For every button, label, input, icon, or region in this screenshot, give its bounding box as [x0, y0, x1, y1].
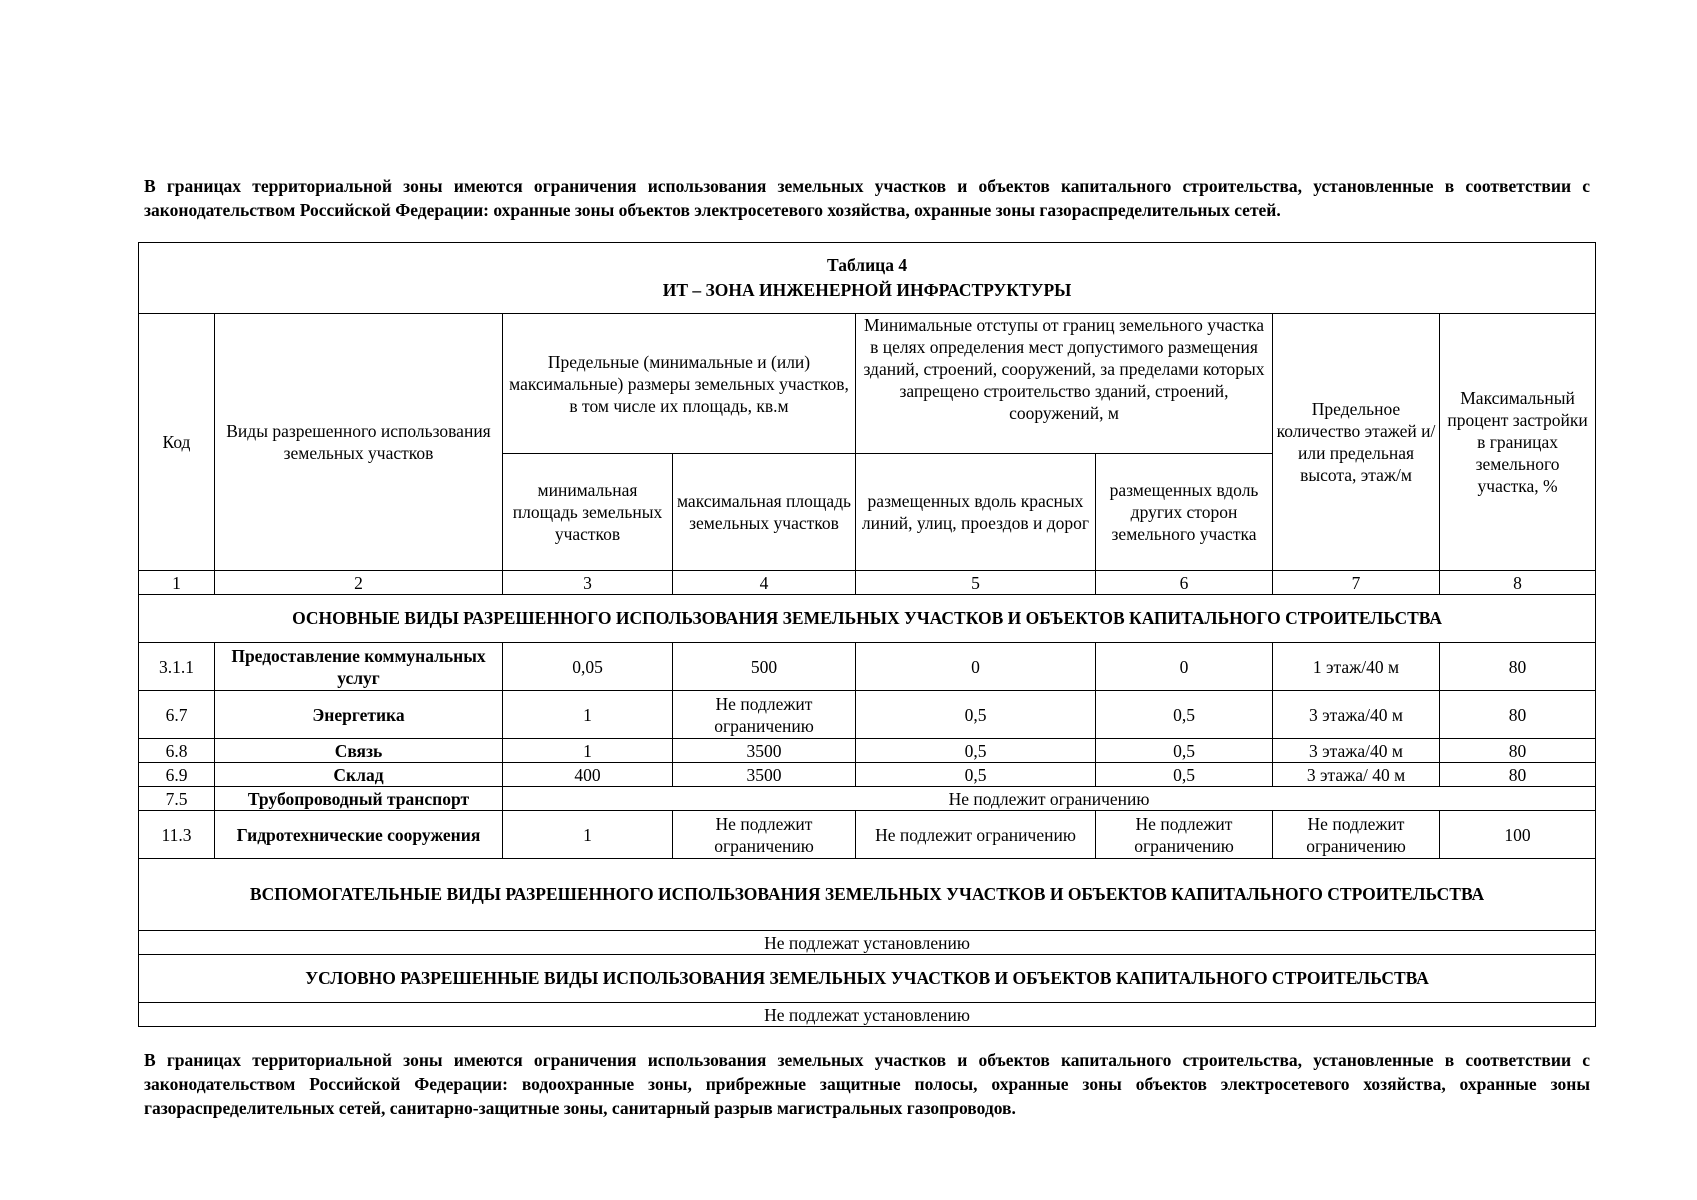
- row-red-lines: 0,5: [856, 763, 1096, 787]
- column-number: 3: [503, 571, 673, 595]
- table-caption: Таблица 4: [826, 255, 908, 275]
- row-min-area: 1: [503, 739, 673, 763]
- row-use-name: Гидротехнические сооружения: [215, 811, 503, 859]
- row-coverage: 80: [1440, 763, 1596, 787]
- row-use-name: Склад: [215, 763, 503, 787]
- row-merged-value: Не подлежит ограничению: [503, 787, 1596, 811]
- table-row: [139, 691, 1596, 739]
- column-number: 1: [139, 571, 215, 595]
- row-code: 6.7: [139, 691, 215, 739]
- header-floors: Предельное количество этажей и/или предельная высота, этаж/м: [1273, 314, 1440, 571]
- column-number: 7: [1273, 571, 1440, 595]
- row-max-area: 3500: [673, 763, 856, 787]
- table-row: [139, 739, 1596, 763]
- row-red-lines: 0: [856, 643, 1096, 691]
- row-code: 6.9: [139, 763, 215, 787]
- header-code: Код: [139, 314, 215, 571]
- header-max-area: максимальная площадь земельных участков: [673, 454, 856, 571]
- row-use-name: Предоставление коммунальных услуг: [215, 643, 503, 691]
- row-use-name: Энергетика: [215, 691, 503, 739]
- row-other-sides: Не подлежит ограничению: [1096, 811, 1273, 859]
- row-red-lines: 0,5: [856, 691, 1096, 739]
- auxiliary-value-row: [139, 931, 1596, 955]
- row-other-sides: 0: [1096, 643, 1273, 691]
- column-number: 5: [856, 571, 1096, 595]
- section-row-auxiliary: [139, 859, 1596, 931]
- column-number: 4: [673, 571, 856, 595]
- header-plot-sizes: Предельные (минимальные и (или) максимальные) размеры земельных участков, в том числе их площадь, кв.м: [503, 314, 856, 454]
- conditional-section-title: УСЛОВНО РАЗРЕШЕННЫЕ ВИДЫ ИСПОЛЬЗОВАНИЯ ЗЕМЕЛЬНЫХ УЧАСТКОВ И ОБЪЕКТОВ КАПИТАЛЬНОГО СТРОИТЕЛЬСТВА: [139, 955, 1596, 1003]
- table-row: [139, 763, 1596, 787]
- row-max-area: 500: [673, 643, 856, 691]
- row-min-area: 1: [503, 811, 673, 859]
- auxiliary-value: Не подлежат установлению: [139, 931, 1596, 955]
- row-floors: 3 этажа/ 40 м: [1273, 763, 1440, 787]
- column-numbers-row: [139, 571, 1596, 595]
- row-floors: 3 этажа/40 м: [1273, 691, 1440, 739]
- table-title-cell: [139, 243, 1596, 314]
- row-code: 7.5: [139, 787, 215, 811]
- row-coverage: 80: [1440, 691, 1596, 739]
- row-use-name: Связь: [215, 739, 503, 763]
- row-other-sides: 0,5: [1096, 763, 1273, 787]
- table-row: [139, 811, 1596, 859]
- row-coverage: 80: [1440, 739, 1596, 763]
- column-number: 2: [215, 571, 503, 595]
- section-row-main: [139, 595, 1596, 643]
- table-row: [139, 643, 1596, 691]
- conditional-value: Не подлежат установлению: [139, 1003, 1596, 1027]
- row-min-area: 0,05: [503, 643, 673, 691]
- row-floors: Не подлежит ограничению: [1273, 811, 1440, 859]
- row-coverage: 80: [1440, 643, 1596, 691]
- main-section-title: ОСНОВНЫЕ ВИДЫ РАЗРЕШЕННОГО ИСПОЛЬЗОВАНИЯ ЗЕМЕЛЬНЫХ УЧАСТКОВ И ОБЪЕКТОВ КАПИТАЛЬНОГО СТРОИТЕЛЬСТВА: [139, 595, 1596, 643]
- row-floors: 1 этаж/40 м: [1273, 643, 1440, 691]
- row-code: 6.8: [139, 739, 215, 763]
- row-min-area: 400: [503, 763, 673, 787]
- intro-paragraph: В границах территориальной зоны имеются ограничения использования земельных участков и объектов капитального строительства, установленные в соответствии с законодательством Российской Федерации: охранные зоны объектов электросетевого хозяйства, охранные зоны газораспределительных сетей.: [144, 176, 1590, 220]
- row-red-lines: Не подлежит ограничению: [856, 811, 1096, 859]
- header-setbacks: Минимальные отступы от границ земельного участка в целях определения мест допустимого размещения зданий, строений, сооружений, за пределами которых запрещено строительство зданий, строений, сооружений, м: [856, 314, 1273, 454]
- zone-regulations-table: [138, 242, 1596, 1027]
- auxiliary-section-title: ВСПОМОГАТЕЛЬНЫЕ ВИДЫ РАЗРЕШЕННОГО ИСПОЛЬЗОВАНИЯ ЗЕМЕЛЬНЫХ УЧАСТКОВ И ОБЪЕКТОВ КАПИТАЛЬНОГО СТРОИТЕЛЬСТВА: [139, 859, 1596, 931]
- row-coverage: 100: [1440, 811, 1596, 859]
- header-row: [139, 314, 1596, 454]
- column-number: 6: [1096, 571, 1273, 595]
- table-title-row: [139, 243, 1596, 314]
- row-use-name: Трубопроводный транспорт: [215, 787, 503, 811]
- row-other-sides: 0,5: [1096, 691, 1273, 739]
- row-min-area: 1: [503, 691, 673, 739]
- header-min-area: минимальная площадь земельных участков: [503, 454, 673, 571]
- row-max-area: Не подлежит ограничению: [673, 811, 856, 859]
- table-row: [139, 787, 1596, 811]
- row-max-area: Не подлежит ограничению: [673, 691, 856, 739]
- header-along-other-sides: размещенных вдоль других сторон земельного участка: [1096, 454, 1273, 571]
- row-code: 3.1.1: [139, 643, 215, 691]
- conditional-value-row: [139, 1003, 1596, 1027]
- row-other-sides: 0,5: [1096, 739, 1273, 763]
- outro-paragraph: В границах территориальной зоны имеются ограничения использования земельных участков и объектов капитального строительства, установленные в соответствии с законодательством Российской Федерации: водоохранные зоны, прибрежные защитные полосы, охранные зоны объектов электросетевого хозяйства, охранные зоны газораспределительных сетей, санитарно-защитные зоны, санитарный разрыв магистральных газопроводов.: [144, 1050, 1590, 1118]
- header-along-red-lines: размещенных вдоль красных линий, улиц, проездов и дорог: [856, 454, 1096, 571]
- row-floors: 3 этажа/40 м: [1273, 739, 1440, 763]
- column-number: 8: [1440, 571, 1596, 595]
- row-code: 11.3: [139, 811, 215, 859]
- row-max-area: 3500: [673, 739, 856, 763]
- row-red-lines: 0,5: [856, 739, 1096, 763]
- header-use-types: Виды разрешенного использования земельных участков: [215, 314, 503, 571]
- header-coverage: Максимальный процент застройки в границах земельного участка, %: [1440, 314, 1596, 571]
- table-title: ИТ – ЗОНА ИНЖЕНЕРНОЙ ИНФРАСТРУКТУРЫ: [662, 280, 1072, 300]
- section-row-conditional: [139, 955, 1596, 1003]
